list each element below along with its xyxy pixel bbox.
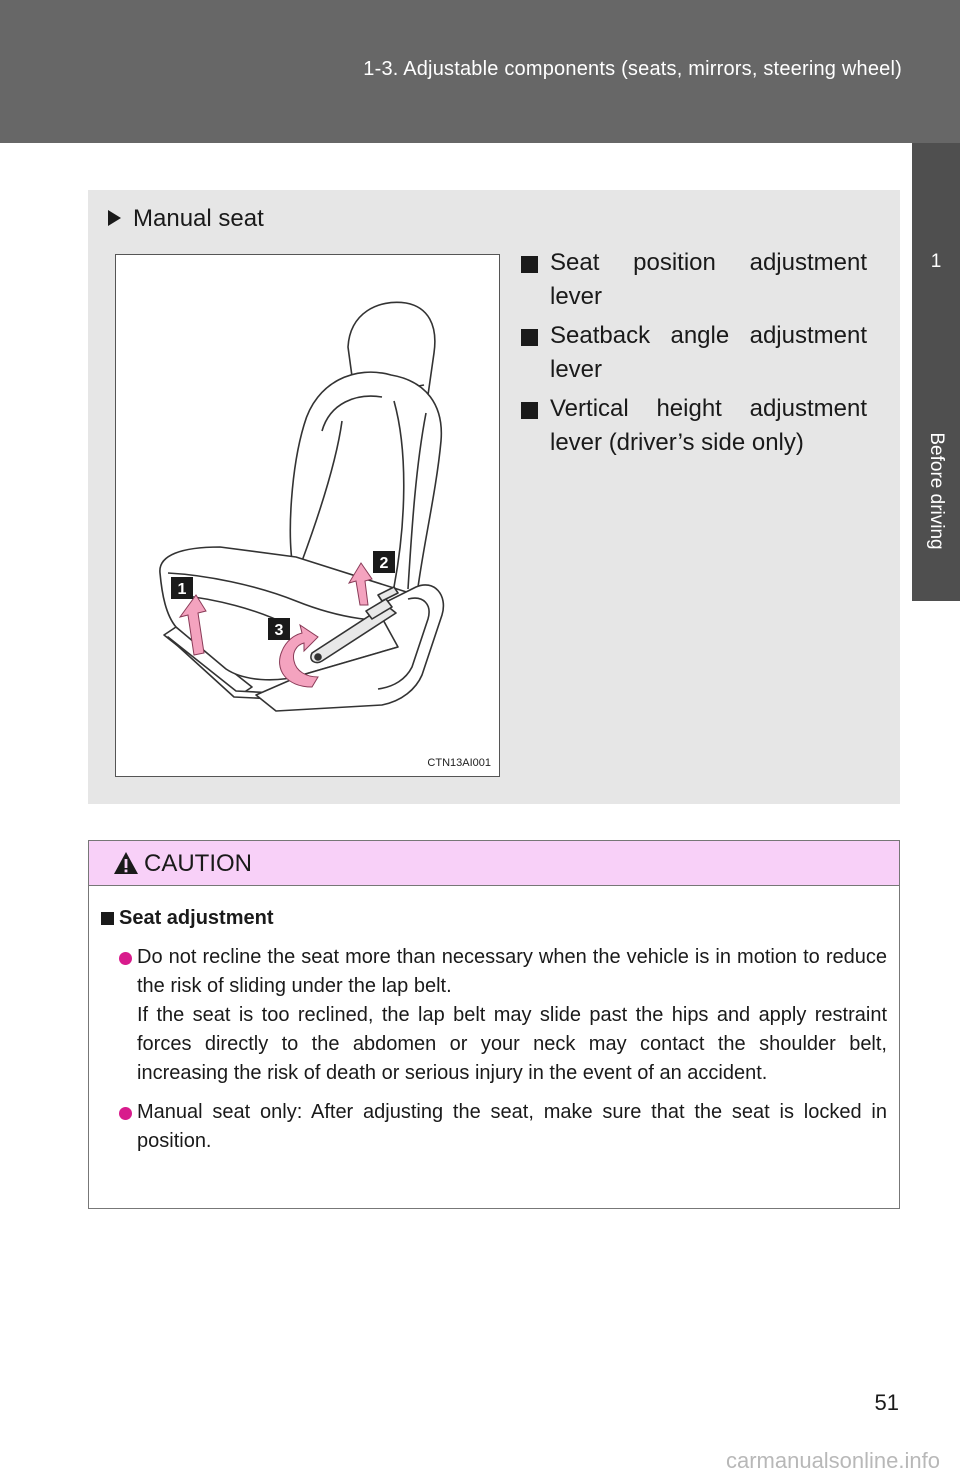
seat-illustration [115, 254, 500, 777]
chapter-name: Before driving [926, 432, 947, 550]
caution-bullet [101, 1098, 887, 1156]
legend-item [521, 246, 867, 314]
number-1-icon [521, 256, 538, 273]
caution-text: Do not recline the seat more than necessary when the vehicle is in motion to reduce the risk of sliding under the lap belt. [137, 946, 887, 997]
triangle-bullet-icon [108, 210, 121, 226]
figure-code: CTN13AI001 [427, 757, 491, 769]
legend-text: Seat position adjustment lever [550, 249, 867, 310]
callout-3-label: 3 [274, 622, 284, 639]
legend-text: Vertical height adjustment lever (driver’s side only) [550, 395, 867, 456]
number-2-icon [521, 329, 538, 346]
caution-text: Manual seat only: After adjusting the seat, make sure that the seat is locked in position. [137, 1101, 887, 1152]
legend-item [521, 392, 867, 460]
seat-drawing-icon [116, 255, 499, 776]
manual-seat-heading-text: Manual seat [133, 205, 264, 232]
square-bullet-icon [101, 912, 114, 925]
caution-header [89, 841, 899, 886]
section-title: 1-3. Adjustable components (seats, mirrors, steering wheel) [363, 58, 902, 80]
watermark: carmanualsonline.info [725, 1448, 940, 1473]
caution-section-title [101, 904, 887, 933]
manual-seat-heading [108, 205, 264, 233]
legend [521, 246, 867, 465]
warning-icon [113, 851, 139, 875]
page-header [0, 0, 960, 143]
caution-bullet [101, 943, 887, 1088]
caution-body [89, 886, 899, 1156]
caution-text: If the seat is too reclined, the lap belt may slide past the hips and apply restraint forces directly to the abdomen or your neck may contact the shoulder belt, increasing the risk of death or serious injury in the event of an accident. [137, 1004, 887, 1084]
circle-bullet-icon [119, 952, 132, 965]
caution-label: CAUTION [144, 850, 252, 877]
legend-text: Seatback angle adjustment lever [550, 322, 867, 383]
legend-item [521, 319, 867, 387]
caution-box [88, 840, 900, 1209]
callout-1-label: 1 [177, 581, 187, 598]
chapter-name-tab [912, 381, 960, 601]
callout-2-label: 2 [379, 555, 389, 572]
number-3-icon [521, 402, 538, 419]
page-number: 51 [874, 1390, 899, 1415]
chapter-number: 1 [912, 143, 960, 381]
circle-bullet-icon [119, 1107, 132, 1120]
caution-section-title-text: Seat adjustment [119, 907, 274, 929]
